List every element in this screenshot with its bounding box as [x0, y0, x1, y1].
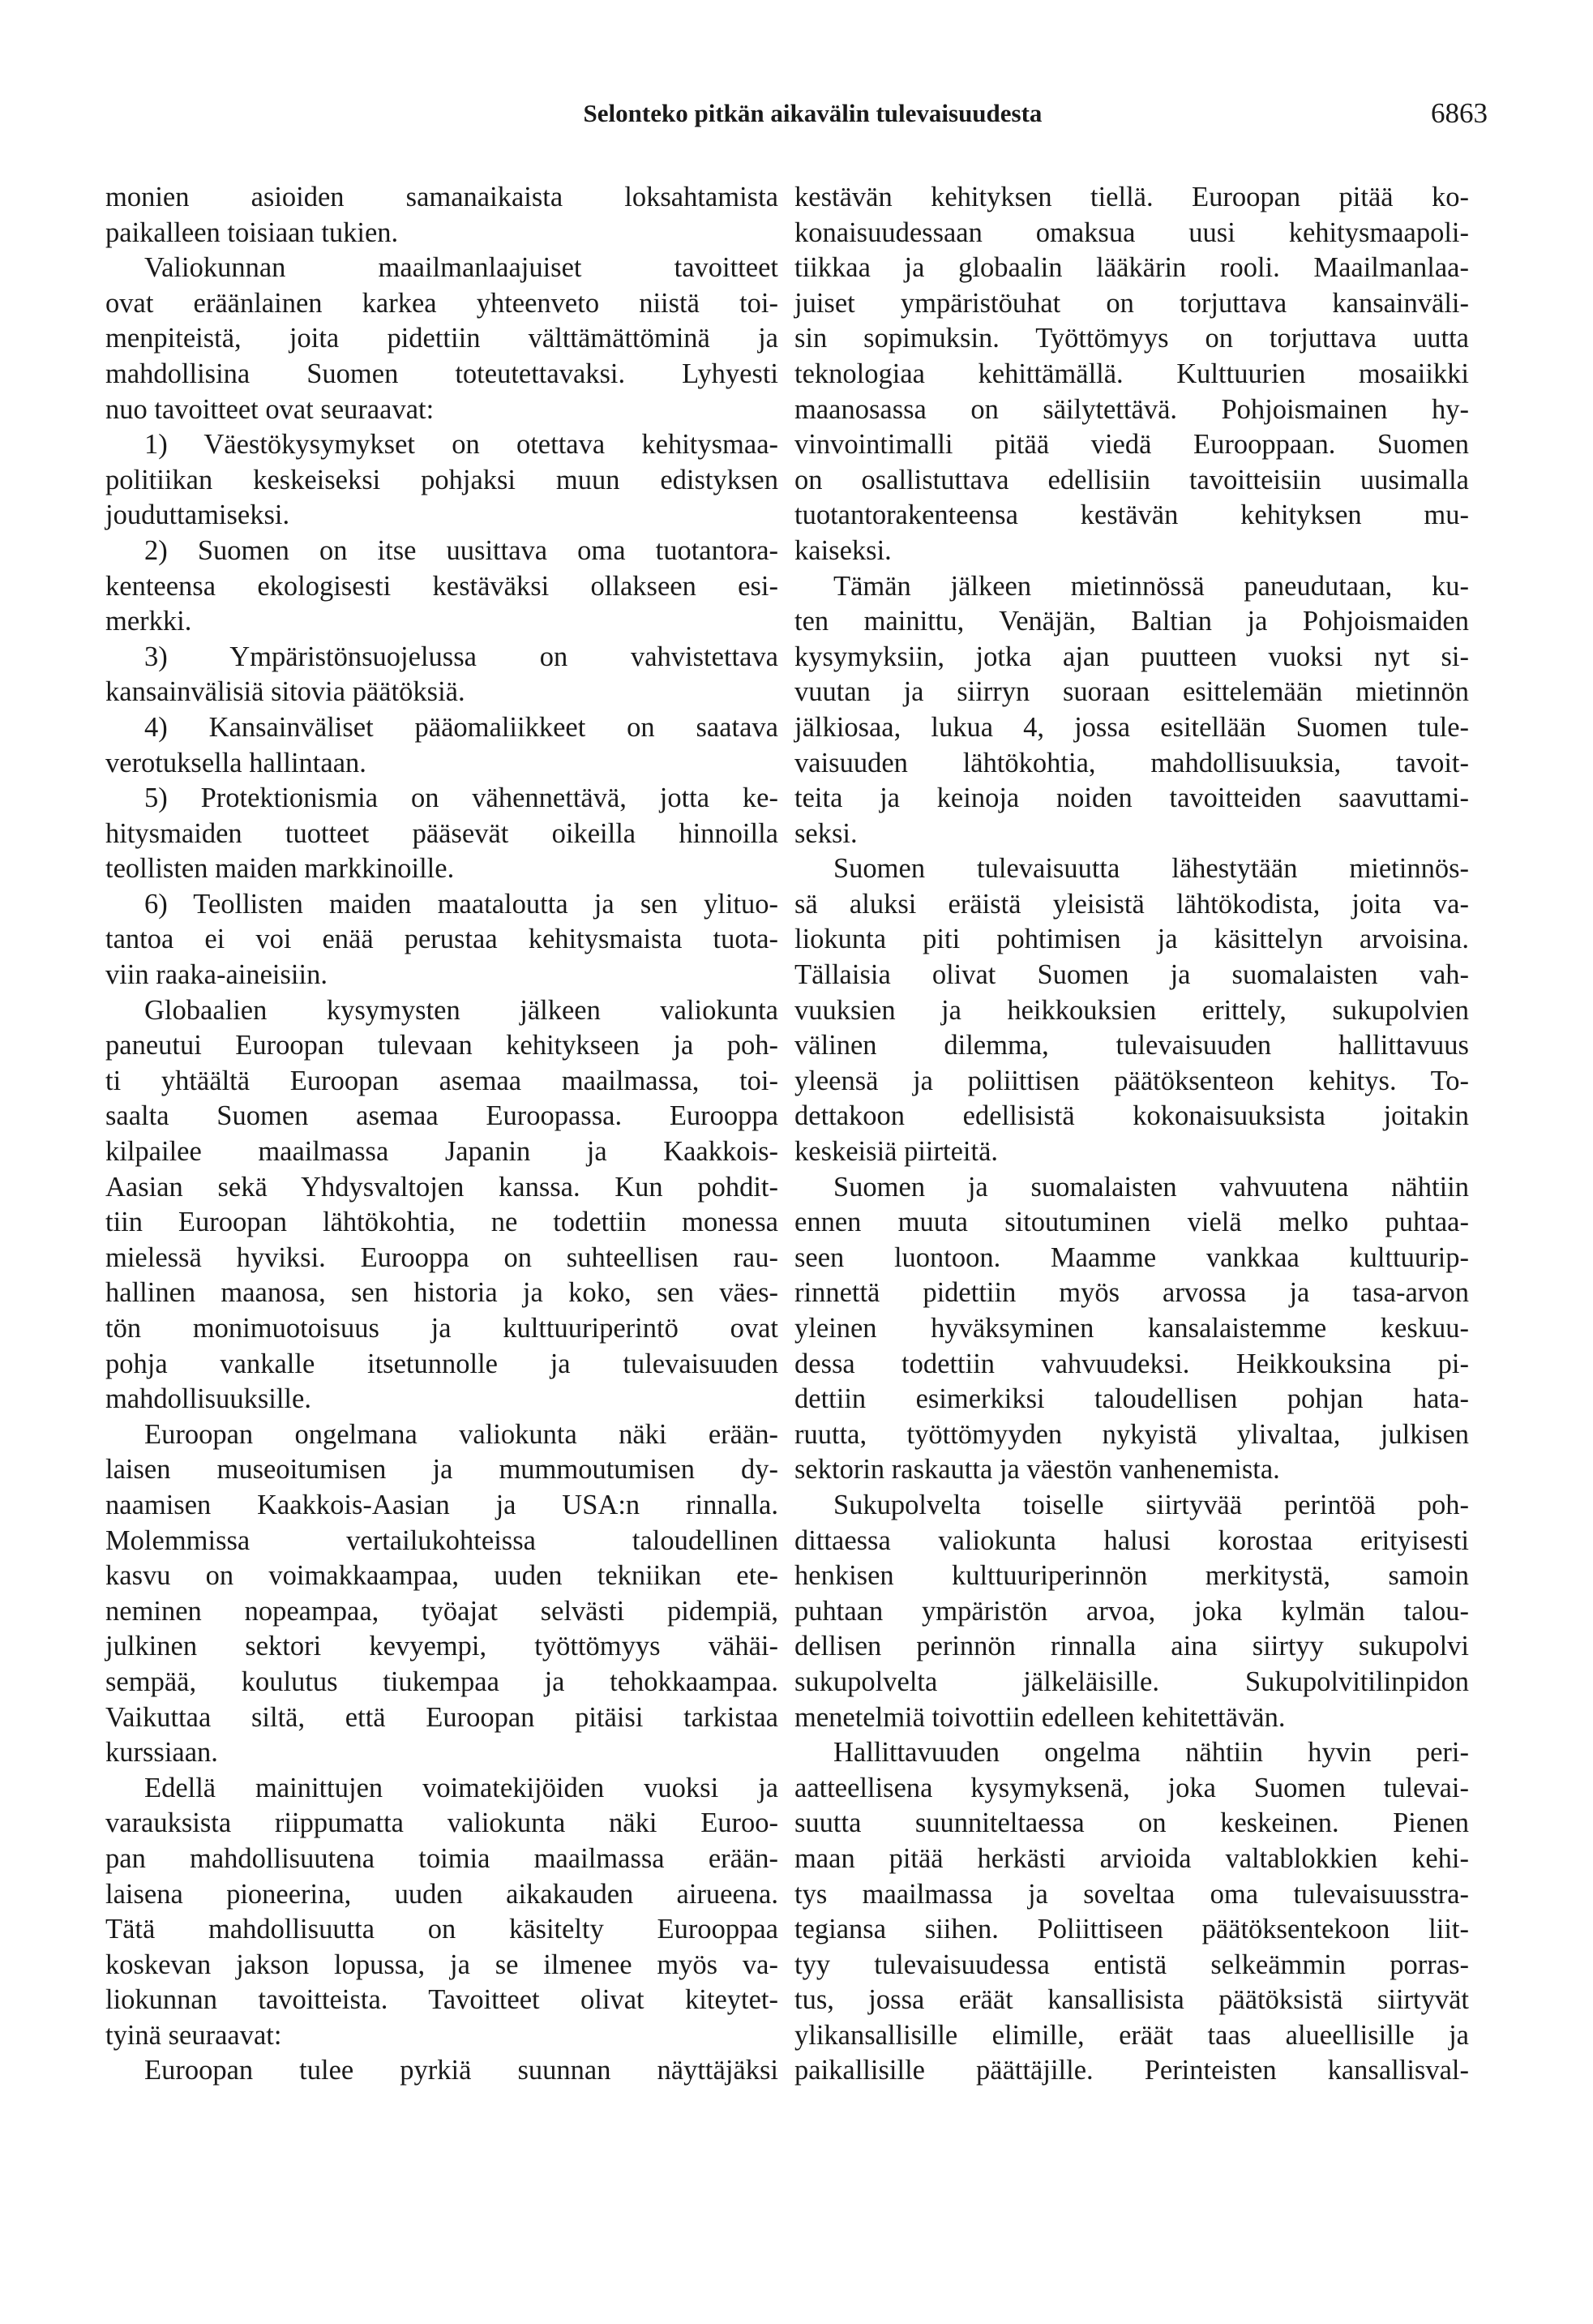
- text-line: hitysmaiden tuotteet pääsevät oikeilla hinnoilla: [105, 817, 778, 849]
- text-line: puhtaan ympäristön arvoa, joka kylmän talou-: [794, 1595, 1469, 1627]
- text-line: Suomen ja suomalaisten vahvuutena nähtiin: [833, 1171, 1469, 1203]
- text-line: liokunnan tavoitteista. Tavoitteet olivat kiteytet-: [105, 1984, 778, 2016]
- text-line: Valiokunnan maailmanlaajuiset tavoitteet: [144, 252, 778, 284]
- text-line: ti yhtäältä Euroopan asemaa maailmassa, toi-: [105, 1065, 778, 1096]
- text-line: tuotantorakenteensa kestävän kehityksen mu-: [794, 500, 1469, 531]
- running-header: [105, 91, 1488, 136]
- text-line: sin sopimuksin. Työttömyys on torjuttava uutta: [794, 323, 1469, 354]
- text-line: dettiin esimerkiksi taloudellisen pohjan hata-: [794, 1383, 1469, 1415]
- text-line: sä aluksi eräistä yleisistä lähtökodista, joita va-: [794, 888, 1469, 920]
- text-line: Aasian sekä Yhdysvaltojen kanssa. Kun pohdit-: [105, 1171, 778, 1203]
- text-line: yleinen hyväksyminen kansalaistemme keskuu-: [794, 1313, 1469, 1344]
- text-line: 4) Kansainväliset pääomaliikkeet on saatava: [144, 711, 778, 743]
- text-line: tyy tulevaisuudessa entistä selkeämmin porras-: [794, 1949, 1469, 1980]
- paragraph: [794, 1488, 1469, 1735]
- text-line: varauksista riippumatta valiokunta näki Euroo-: [105, 1807, 778, 1839]
- text-line: saalta Suomen asemaa Euroopassa. Eurooppa: [105, 1100, 778, 1132]
- text-line: Edellä mainittujen voimatekijöiden vuoksi ja: [144, 1772, 778, 1803]
- paragraph: [105, 427, 778, 534]
- right-column: [794, 180, 1469, 2089]
- paragraph: [794, 1170, 1469, 1488]
- text-line: kenteensa ekologisesti kestäväksi ollakseen esi-: [105, 570, 778, 602]
- text-line: ennen muuta sitoutuminen vielä melko puhtaa-: [794, 1207, 1469, 1238]
- text-line: jouduttamiseksi.: [105, 500, 290, 531]
- text-line: tyinä seuraavat:: [105, 2019, 282, 2051]
- text-line: liokunta piti pohtimisen ja käsittelyn arvoisina.: [794, 924, 1469, 955]
- text-line: kilpailee maailmassa Japanin ja Kaakkois-: [105, 1136, 778, 1168]
- paragraph: [105, 180, 778, 251]
- text-line: kaiseksi.: [794, 534, 892, 566]
- text-line: koskevan jakson lopussa, ja se ilmenee myös va-: [105, 1949, 778, 1980]
- text-line: verotuksella hallintaan.: [105, 747, 366, 778]
- text-line: maan pitää herkästi arvioida valtablokkien kehi-: [794, 1842, 1469, 1874]
- text-line: vuutan ja siirryn suoraan esittelemään mietinnön: [794, 676, 1469, 708]
- text-line: 6) Teollisten maiden maataloutta ja sen ylituo-: [144, 888, 778, 920]
- paragraph: [105, 710, 778, 781]
- text-line: Tätä mahdollisuutta on käsitelty Eurooppaa: [105, 1914, 778, 1945]
- text-line: Hallittavuuden ongelma nähtiin hyvin peri-: [833, 1737, 1469, 1769]
- text-line: mahdollisina Suomen toteutettavaksi. Lyhyesti: [105, 358, 778, 389]
- text-line: teita ja keinoja noiden tavoitteiden saavuttami-: [794, 783, 1469, 814]
- text-line: kysymyksiin, jotka ajan puutteen vuoksi nyt si-: [794, 641, 1469, 672]
- text-line: keskeisiä piirteitä.: [794, 1136, 999, 1168]
- text-line: mielessä hyviksi. Eurooppa on suhteellisen rau-: [105, 1241, 778, 1273]
- text-line: laisen museoitumisen ja mummoutumisen dy-: [105, 1454, 778, 1486]
- text-line: menetelmiä toivottiin edelleen kehitettävän.: [794, 1701, 1286, 1733]
- text-line: konaisuudessaan omaksua uusi kehitysmaapoli-: [794, 217, 1469, 248]
- text-line: tantoa ei voi enää perustaa kehitysmaista tuota-: [105, 924, 778, 955]
- text-line: juiset ympäristöuhat on torjuttava kansainväli-: [794, 287, 1469, 319]
- text-line: Euroopan tulee pyrkiä suunnan näyttäjäksi: [144, 2055, 778, 2086]
- paragraph: [105, 1771, 778, 2054]
- text-line: henkisen kulttuuriperinnön merkitystä, samoin: [794, 1560, 1469, 1592]
- text-line: Sukupolvelta toiselle siirtyvää perintöä poh-: [833, 1489, 1469, 1520]
- paragraph: [105, 993, 778, 1417]
- text-line: Tämän jälkeen mietinnössä paneudutaan, ku-: [833, 570, 1469, 602]
- text-line: Vaikuttaa siltä, että Euroopan pitäisi tarkistaa: [105, 1701, 778, 1733]
- text-line: teollisten maiden markkinoille.: [105, 853, 455, 885]
- text-line: maanosassa on säilytettävä. Pohjoismainen hy-: [794, 393, 1469, 425]
- running-title: Selonteko pitkän aikavälin tulevaisuudesta: [583, 99, 1043, 127]
- text-line: paneutui Euroopan tulevaan kehitykseen ja poh-: [105, 1030, 778, 1061]
- text-line: sempää, koulutus tiukempaa ja tehokkaampaa.: [105, 1666, 778, 1697]
- text-line: mahdollisuuksille.: [105, 1383, 311, 1415]
- paragraph: [105, 534, 778, 640]
- text-line: kansainvälisiä sitovia päätöksiä.: [105, 676, 465, 708]
- paragraph: [105, 2053, 778, 2089]
- text-line: laisena pioneerina, uuden aikakauden airueena.: [105, 1878, 778, 1910]
- paragraph: [105, 640, 778, 710]
- text-line: neminen nopeampaa, työajat selvästi pidempiä,: [105, 1595, 778, 1627]
- text-line: rinnettä pidettiin myös arvossa ja tasa-arvon: [794, 1277, 1469, 1309]
- text-line: tiin Euroopan lähtökohtia, ne todettiin monessa: [105, 1207, 778, 1238]
- text-line: pohja vankalle itsetunnolle ja tulevaisuuden: [105, 1348, 778, 1379]
- text-line: kestävän kehityksen tiellä. Euroopan pitää ko-: [794, 182, 1469, 212]
- text-line: merkki.: [105, 606, 192, 637]
- text-line: kurssiaan.: [105, 1737, 218, 1769]
- page-number: 6863: [1431, 97, 1488, 129]
- text-line: nuo tavoitteet ovat seuraavat:: [105, 393, 435, 425]
- left-column: [105, 180, 778, 2089]
- text-line: vinvointimalli pitää viedä Eurooppaan. Suomen: [794, 429, 1469, 461]
- paragraph: [105, 251, 778, 427]
- text-line: Globaalien kysymysten jälkeen valiokunta: [144, 994, 778, 1026]
- text-line: dittaessa valiokunta halusi korostaa erityisesti: [794, 1524, 1469, 1556]
- text-line: välinen dilemma, tulevaisuuden hallittavuus: [794, 1030, 1469, 1061]
- paragraph: [794, 1735, 1469, 2089]
- text-line: sukupolvelta jälkeläisille. Sukupolvitilinpidon: [794, 1666, 1469, 1697]
- text-line: tiikkaa ja globaalin lääkärin rooli. Maailmanlaa-: [794, 252, 1469, 284]
- text-line: viin raaka-aineisiin.: [105, 959, 328, 991]
- text-line: on osallistuttava edellisiin tavoitteisiin uusimalla: [794, 464, 1469, 495]
- text-line: tys maailmassa ja soveltaa oma tulevaisuusstra-: [794, 1878, 1469, 1910]
- text-line: 3) Ympäristönsuojelussa on vahvistettava: [144, 641, 778, 672]
- text-line: paikalleen toisiaan tukien.: [105, 217, 399, 248]
- paragraph: [794, 180, 1469, 569]
- text-line: Euroopan ongelmana valiokunta näki erään-: [144, 1418, 778, 1450]
- text-line: ten mainittu, Venäjän, Baltian ja Pohjoismaiden: [794, 606, 1469, 637]
- text-line: Suomen tulevaisuutta lähestytään mietinnös-: [833, 853, 1469, 885]
- text-line: sektorin raskautta ja väestön vanhenemista.: [794, 1454, 1280, 1486]
- text-line: 2) Suomen on itse uusittava oma tuotantora-: [144, 534, 778, 566]
- paragraph: [105, 781, 778, 887]
- text-line: tön monimuotoisuus ja kulttuuriperintö ovat: [105, 1313, 778, 1344]
- text-line: seksi.: [794, 817, 858, 849]
- text-line: politiikan keskeiseksi pohjaksi muun edistyksen: [105, 464, 778, 495]
- text-line: kasvu on voimakkaampaa, uuden tekniikan ete-: [105, 1560, 778, 1592]
- text-line: vaisuuden lähtökohtia, mahdollisuuksia, tavoit-: [794, 747, 1469, 778]
- text-line: suutta suunniteltaessa on keskeinen. Pienen: [794, 1807, 1469, 1839]
- text-line: vuuksien ja heikkouksien erittely, sukupolvien: [794, 994, 1469, 1026]
- text-line: Tällaisia olivat Suomen ja suomalaisten vah-: [794, 959, 1469, 991]
- text-line: tus, jossa eräät kansallisista päätöksistä siirtyvät: [794, 1984, 1469, 2016]
- text-line: dellisen perinnön rinnalla aina siirtyy sukupolvi: [794, 1631, 1469, 1662]
- paragraph: [105, 1417, 778, 1771]
- text-line: pan mahdollisuutena toimia maailmassa erään-: [105, 1842, 778, 1874]
- text-line: Molemmissa vertailukohteissa taloudellinen: [105, 1524, 778, 1556]
- text-line: 5) Protektionismia on vähennettävä, jotta ke-: [144, 783, 778, 814]
- paragraph: [794, 851, 1469, 1169]
- text-line: ovat eräänlainen karkea yhteenveto niistä toi-: [105, 287, 778, 319]
- text-line: paikallisille päättäjille. Perinteisten kansallisval-: [794, 2055, 1469, 2086]
- text-line: dettakoon edellisistä kokonaisuuksista joitakin: [794, 1100, 1469, 1132]
- text-line: jälkiosaa, lukua 4, jossa esitellään Suomen tule-: [794, 711, 1469, 743]
- text-line: teknologiaa kehittämällä. Kulttuurien mosaiikki: [794, 358, 1469, 389]
- text-line: ruutta, työttömyyden nykyistä ylivaltaa, julkisen: [794, 1418, 1469, 1450]
- text-line: 1) Väestökysymykset on otettava kehitysmaa-: [144, 429, 778, 461]
- paragraph: [105, 887, 778, 993]
- text-line: hallinen maanosa, sen historia ja koko, sen väes-: [105, 1277, 778, 1309]
- text-line: dessa todettiin vahvuudeksi. Heikkouksina pi-: [794, 1348, 1469, 1379]
- text-line: aatteellisena kysymyksenä, joka Suomen tulevai-: [794, 1772, 1469, 1803]
- paragraph: [794, 569, 1469, 852]
- text-line: tegiansa siihen. Poliittiseen päätöksentekoon liit-: [794, 1914, 1469, 1945]
- text-line: seen luontoon. Maamme vankkaa kulttuurip-: [794, 1241, 1469, 1273]
- text-line: julkinen sektori kevyempi, työttömyys vähäi-: [105, 1631, 778, 1662]
- text-line: monien asioiden samanaikaista loksahtamista: [105, 182, 778, 212]
- text-line: menpiteistä, joita pidettiin välttämättöminä ja: [105, 323, 778, 354]
- text-line: yleensä ja poliittisen päätöksenteon kehitys. To-: [794, 1065, 1469, 1096]
- text-line: naamisen Kaakkois-Aasian ja USA:n rinnalla.: [105, 1489, 778, 1520]
- text-line: ylikansallisille elimille, eräät taas alueellisille ja: [794, 2019, 1469, 2051]
